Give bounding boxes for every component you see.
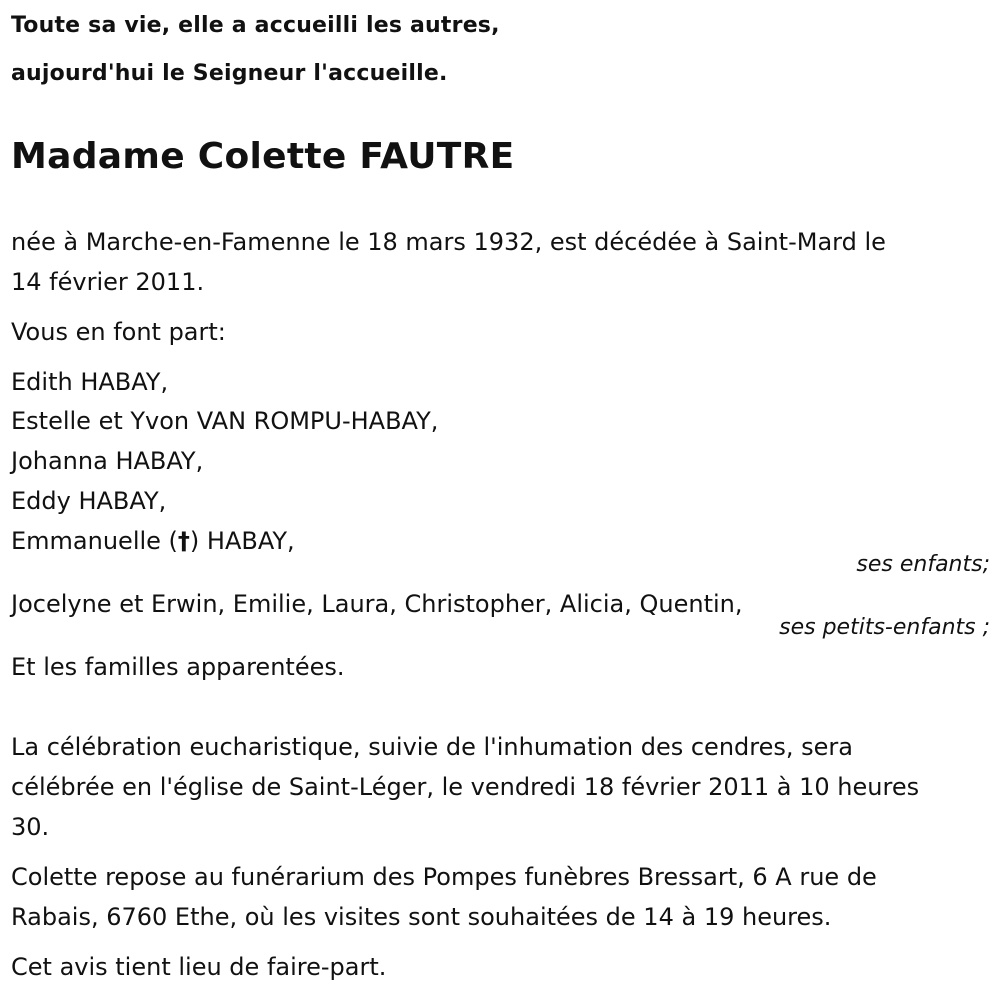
grandchildren-list: Jocelyne et Erwin, Emilie, Laura, Christopher, Alicia, Quentin, bbox=[11, 590, 743, 618]
child-name: Estelle et Yvon VAN ROMPU-HABAY, bbox=[11, 407, 439, 435]
cross-icon: † bbox=[177, 527, 190, 555]
closing-line: Cet avis tient lieu de faire-part. bbox=[11, 953, 387, 981]
verse-line-2: aujourd'hui le Seigneur l'accueille. bbox=[11, 61, 448, 86]
verse-line-1: Toute sa vie, elle a accueilli les autres, bbox=[11, 13, 500, 38]
ceremony-line-3: 30. bbox=[11, 813, 50, 841]
families-line: Et les familles apparentées. bbox=[11, 653, 345, 681]
grandchildren-role: ses petits-enfants ; bbox=[779, 615, 990, 640]
birth-death-line-2: 14 février 2011. bbox=[11, 268, 205, 296]
ceremony-line-1: La célébration eucharistique, suivie de l'inhumation des cendres, sera bbox=[11, 733, 853, 761]
ceremony-line-2: célébrée en l'église de Saint-Léger, le vendredi 18 février 2011 à 10 heures bbox=[11, 773, 920, 801]
child-name-deceased bbox=[11, 526, 295, 556]
children-role: ses enfants; bbox=[856, 552, 990, 577]
visitation-line-2: Rabais, 6760 Ethe, où les visites sont souhaitées de 14 à 19 heures. bbox=[11, 903, 832, 931]
birth-death-line-1: née à Marche-en-Famenne le 18 mars 1932, est décédée à Saint-Mard le bbox=[11, 228, 886, 256]
child-name-after: ) HABAY, bbox=[189, 527, 295, 555]
deceased-name: Madame Colette FAUTRE bbox=[11, 136, 515, 177]
child-name: Edith HABAY, bbox=[11, 368, 169, 396]
child-name: Johanna HABAY, bbox=[11, 447, 204, 475]
announcers-intro: Vous en font part: bbox=[11, 318, 226, 346]
visitation-line-1: Colette repose au funérarium des Pompes funèbres Bressart, 6 A rue de bbox=[11, 863, 877, 891]
child-name: Eddy HABAY, bbox=[11, 487, 167, 515]
child-name-before: Emmanuelle ( bbox=[11, 527, 178, 555]
